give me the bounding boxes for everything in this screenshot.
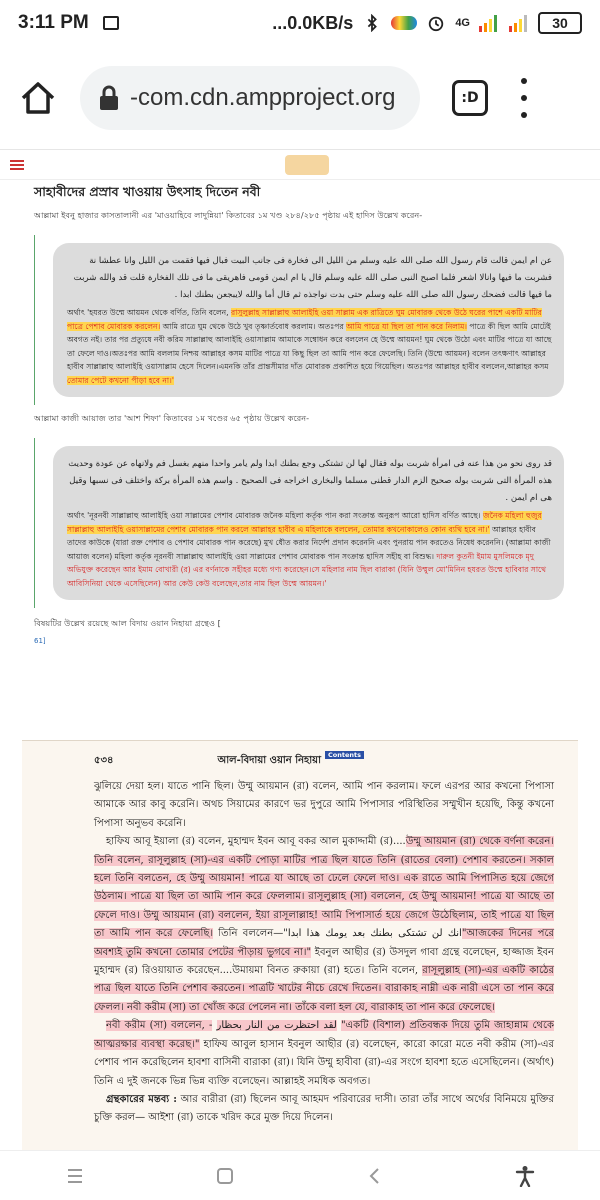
browser-menu-button[interactable]: [518, 78, 530, 118]
system-navigation-bar: [0, 1150, 600, 1200]
hamburger-line: [10, 168, 24, 170]
scan-paragraph: [94, 833, 554, 1017]
scan-page-number: ৫৩৪: [94, 755, 114, 766]
site-header: [0, 150, 600, 180]
quote-box-1: [53, 243, 564, 397]
translation-text: অর্থাৎ 'হযরত উম্মে আয়মন থেকে বর্ণিত, তিনি বলেন,: [67, 308, 231, 317]
scan-header: [94, 750, 554, 770]
scan-text: [94, 778, 554, 1128]
highlighted-text: নবী করীম (সা) বললেন, -: [106, 1020, 213, 1032]
accessibility-button[interactable]: [505, 1156, 545, 1196]
menu-dot: [521, 95, 527, 101]
recents-button[interactable]: [55, 1156, 95, 1196]
back-button[interactable]: [355, 1156, 395, 1196]
network-speed: ...0.0KB/s: [272, 12, 354, 33]
scanned-book-page: [22, 740, 578, 1150]
url-text: -com.cdn.ampproject.org: [130, 83, 396, 111]
translation-text: অর্থাৎ 'নূরনবী সাল্লাল্লাহু আলাইহি ওয়া সাল্লামের পেশাব মোবারক জনৈক মহিলা কর্তৃক পান করা সংক্রান্ত অনুরূপ আরো হাদিস বর্ণিত আছে।: [67, 511, 483, 520]
scan-paragraph: [94, 1017, 554, 1091]
alarm-icon: [425, 14, 447, 32]
reference-link[interactable]: 61]: [34, 637, 46, 645]
scan-title: আল-বিদায়া ওয়ান নিহায়া: [217, 755, 321, 766]
signal-icon-2: [508, 14, 530, 32]
status-time: 3:11 PM: [18, 12, 89, 33]
bluetooth-icon: [361, 14, 383, 32]
arabic-hadith-2: قد روى نحو من هذا عنه فى امرأة شربت بوله فقال لها لن تشتكى وجع بطنك ابدا ولم يامر واحدا منهم بغسل فم ولانهاه عن عودة وحديث هذه المرأة التى شربت بوله صحيح الزم الدار قطنى مسلما والبخارى اخراجه فى الصحيح . واسم هذه المرأة بركة واختلف فى نسبها وقيل هى ام ايمن .: [68, 459, 552, 503]
translation-1: [67, 306, 552, 387]
arabic-quote: انك لن تشتكى بطنك بعد يومك هذا ابدا: [287, 928, 462, 940]
recents-icon: [65, 1166, 85, 1186]
menu-dot: [521, 112, 527, 118]
article-heading: সাহাবীদের প্রস্রাব খাওয়ায় উৎসাহ দিতেন নবী: [34, 184, 261, 199]
translation-2: [67, 509, 552, 590]
back-chevron-icon: [365, 1166, 385, 1186]
translation-text: আল্লাহর হাবীব তাদের কাউকে (যারা রক্ত পেশাব ও পেশাব মোবারক পান করেছে) মুখ ধৌত করার নির্দেশ প্রদান করেননি এবং পুনরায় পান করতেও নিষেধ করেননি। (আল্লামা কাজী আয়াজ বলেন) মহিলা কর্তৃক নূরনবী সাল্লাল্লাহু আলাইহি ওয়া সাল্লামের পেশাব মোবারক পান সংক্রান্ত হাদিস সহীহ বা বিশুদ্ধ।: [67, 524, 551, 561]
network-type: 4G: [455, 17, 470, 29]
menu-dot: [521, 78, 527, 84]
address-bar[interactable]: [80, 66, 420, 130]
intro-text: আল্লামা ইবনু হাজার কাসতালানী এর 'মাওয়াহিবে লাদুন্নিয়া' কিতাবের ১ম খণ্ড ২৮৪/২৮৫ পৃষ্ঠায় এই হাদিস উল্লেখ করেন-: [34, 210, 423, 220]
scan-paragraph: ঝুলিয়ে দেয়া হল। যাতে পানি ছিল। উম্মু আয়মান (রা) বলেন, আমি পান করলাম। ফলে এরপর আর কখনো পিপাসা আমাকে আর কাবু করেনি। অথচ সিয়ামের কারণে ভর দুপুরে আমি পিপাসার পরিস্থিতির সম্মুখীন হয়েছি, কিন্তু কখনো পিপাসা অনুভব করেনি।: [94, 781, 554, 829]
home-nav-button[interactable]: [205, 1156, 245, 1196]
arabic-hadith-1: عن ام ايمن قالت قام رسول الله صلى الله عليه وسلم من الليل الى فخارة فى جانب البيت فبال فيها فقمت من الليل وانا عطشا نة فشربت ما فيها وانالا اشعر فلما اصبح النبى صلى الله عليه وسلم قال يا ام ايمن قومى فاهريقى ما فى تلك الفخارة قلت قد والله شربت ما فيها قالت فضحك رسول الله صلى الله عليه وسلم حتى بدت نواجذه ثم قال أما والله لايبجعن بطنك ابدا .: [73, 256, 552, 300]
scan-text-span: (অর্থাৎ) তিনি এ দুই জনকে ভিন্ন ভিন্ন ব্যক্তি বলেছেন। আল্লাহই সমধিক অবগত।: [94, 1057, 554, 1087]
source-note-2: আল্লামা কাজী আয়াজ তার 'আশ শিফা' কিতাবের ১ম খণ্ডের ৬৫ পৃষ্ঠায় উল্লেখ করেন-: [34, 413, 310, 423]
highlighted-text: জনৈক মহিলা হুজুর সাল্লাল্লাহু আলাইহি ওয়াসাল্লামের পেশাব মোবারক পান করলে আল্লাহর হাবীব এ মহিলাকে বললেন, তোমার কখনোকালেও কোন ব্যথি হবে না।': [67, 511, 542, 534]
blockquote-1: [34, 235, 564, 405]
scan-text-span: ইবনুল আছীর (র) উসদুল গাবা গ্রন্থে বলেছেন, হাজ্জাজ ইবন মুহাম্মদ (র) রিওয়ায়াত করেছেন....উমায়মা বিনত রুকায়া (রা) হতে। তিনি বলেন,: [94, 946, 554, 977]
scan-text-span: হাফিয আবুল হাসান ইবনুল আছীর (র) বলেছেন, কারো কারো মতে নবী করীম (সা)-এর পেশাব পান করেছিলেন হাবশা বাসিনী বারাকা (রা)। যিনি উম্মু হাবীবা (রা)-এর সংগে হাবশা হতে এসেছিলেন।: [94, 1038, 555, 1069]
scan-text-span: তিনি বললেন—": [213, 928, 288, 940]
browser-toolbar: [0, 46, 600, 150]
home-square-icon: [215, 1166, 235, 1186]
bold-text: গ্রন্থকারের মন্তব্য :: [106, 1093, 177, 1105]
site-logo[interactable]: [285, 155, 329, 175]
highlighted-text: "একটি (বিশাল) প্রতিবন্ধক দিয়ে তুমি জাহান্নাম থেকে আত্মরক্ষার ব্যবস্থা করেছ।": [94, 1020, 554, 1050]
highlighted-text: রাসুলুল্লাহ সাল্লাল্লাহু আলাইহি ওয়া সাল্লাম এক রাত্রিতে ঘুম মোবারক থেকে উঠে ঘরের পাশে একটি মাটির পাত্রে পেশাব মোবারক করলেন।: [67, 308, 542, 331]
reference-line: বিষয়টির উল্লেখ রয়েছে আল বিদায় ওয়ান নিহায়া গ্রন্থেও [: [34, 618, 221, 628]
battery-level: 30: [552, 15, 568, 31]
signal-icon: [478, 14, 500, 32]
web-page: [0, 150, 600, 1150]
highlighted-text: তোমার পেটে কখনো পীড়া হবে না।': [67, 375, 174, 385]
tab-switcher-label: :D: [461, 89, 479, 106]
red-text: দারুল কুতনী ইমাম মুসলিমকে মৃদু অভিযুক্ত করেছেন আর ইমাম বোখারী (র) এর বর্ণনাকে সহীহর মধ্যে গণ্য করেছেন।সে মহিলার নাম ছিল বারাকা (যিনি উম্মুল মো'মিনিন হযরত উম্মে হাবিবার সাথে আবিসিনিয়া থেকে এসেছিলেন) আর কেউ কেউ বলেছেন,তার নাম ছিল উম্মে আয়মন।': [67, 551, 546, 588]
battery-icon: [538, 12, 582, 34]
notification-icon: [103, 16, 119, 30]
hamburger-menu-icon[interactable]: [10, 160, 24, 170]
blockquote-2: [34, 438, 564, 608]
home-button[interactable]: [16, 76, 60, 120]
vpn-icon: [391, 16, 417, 30]
highlighted-text: উম্মু আয়মান (রা) থেকে বর্ণনা করেন। তিনি বলেন, রাসূলুল্লাহ (সা)-এর একটি পোড়া মাটির পাত্র ছিল যাতে তিনি (রাতের বেলা) পেশাব করতেন। সকাল হলে তিনি বলতেন, হে উম্মু আয়মান! পাত্রে যা আছে তা ঢেলে ফেলে দাও। এক রাতে আমি পিপাসিত হয়ে জেগে উঠলাম। পাত্রে যা ছিল তা আমি পান করে ফেললাম। রাসূলুল্লাহ (সা) বললেন, হে উম্মু আয়মান! পাত্রে যা আছে তা ফেলে দাও। উম্মু আয়মান (রা) বললেন, ইয়া রাসূলাল্লাহ! আমি পিপাসার্ত হয়ে জেগে উঠেছিলাম, তাই পাত্রে যা ছিল তা আমি পান করে ফেলেছি।: [94, 836, 554, 940]
scan-paragraph: [94, 1091, 554, 1128]
tab-switcher-button[interactable]: [452, 80, 488, 116]
hamburger-line: [10, 160, 24, 162]
scan-text-span: হাফিয আবূ ইয়ালা (র) বলেন, মুহাম্মদ ইবন আবূ বকর আল মুকাদ্দামী (র)....: [106, 836, 406, 848]
lock-icon: [98, 85, 120, 111]
highlighted-text: আমি পাত্রে যা ছিল তা পান করে নিলাম।: [346, 321, 468, 331]
arabic-quote: لقد احتظرت من النار بحظار: [216, 1020, 337, 1032]
home-icon: [18, 78, 58, 118]
scan-text-span: আর বারীরা (রা) ছিলেন আবূ আহমদ পরিবারের দাসী। তারা তাঁর সাথে অর্থের বিনিময়ে মুক্তির চুক্তি করল— আইশা (রা) তাকে খরিদ করে মুক্ত দিয়ে দিলেন।: [94, 1093, 555, 1124]
translation-text: আমি রাত্রে ঘুম থেকে উঠে খুব তৃষ্ণার্তবোধ করলাম। অতঃপর: [160, 321, 347, 331]
translation-text: পাত্রে কী ছিল আমি মোটেই অবগত নই। তার পর প্রত্যুষে নবী করিম সাল্লাল্লাহু আলাইহি ওয়াসাল্লাম আমাকে সম্বোধন করে বললেন হে উম্মে আয়মন! ঘুম থেকে উঠো এবং মাটির পাত্রে যা আছে তা ফেলে দাও।অতঃপর আমি বললাম নিশ্চয় আল্লাহর কসম মাটির পাত্রে যা কিছু ছিল তা আমি পান করে ফেলেছি। তিনি (উম্মে আয়মন) বলেন তৎক্ষণাৎ আল্লাহর হাবীব সাল্লাল্লাহু আলাইহি ওয়াসাল্লাম হেসে দিলেন।এমনকি তাঁর প্রান্তসীমার দাঁত মোবারক প্রকাশিত হয়ে গিয়েছিল। অতঃপর আল্লাহর হাবীব বললেন,আল্লাহর কসম: [67, 321, 552, 371]
accessibility-icon: [514, 1165, 536, 1187]
article-body: [0, 184, 600, 645]
highlighted-text: রাসূলুল্লাহ (সা)-এর একটি কাঠের পাত্র ছিল যাতে তিনি পেশাব করতেন। পাত্রটি খাটের নীচে রেখে দিতেন। বারাকাহ নাম্নী এক নারী এসে তা পান করে ফেলল। নবী করীম (সা) তা খোঁজ করে পেলেন না। তাঁকে বলা হল যে, বারাকাহ তা পান করে ফেলেছে।: [94, 965, 555, 1013]
quote-box-2: [53, 446, 564, 600]
highlighted-text: "আজকের দিনের পরে অবশ্যই তুমি কখনো তোমার পেটের পীড়ায় ভুগবে না।": [94, 928, 554, 958]
contents-link[interactable]: Contents: [325, 751, 364, 759]
status-bar: [0, 0, 600, 46]
hamburger-line: [10, 164, 24, 166]
